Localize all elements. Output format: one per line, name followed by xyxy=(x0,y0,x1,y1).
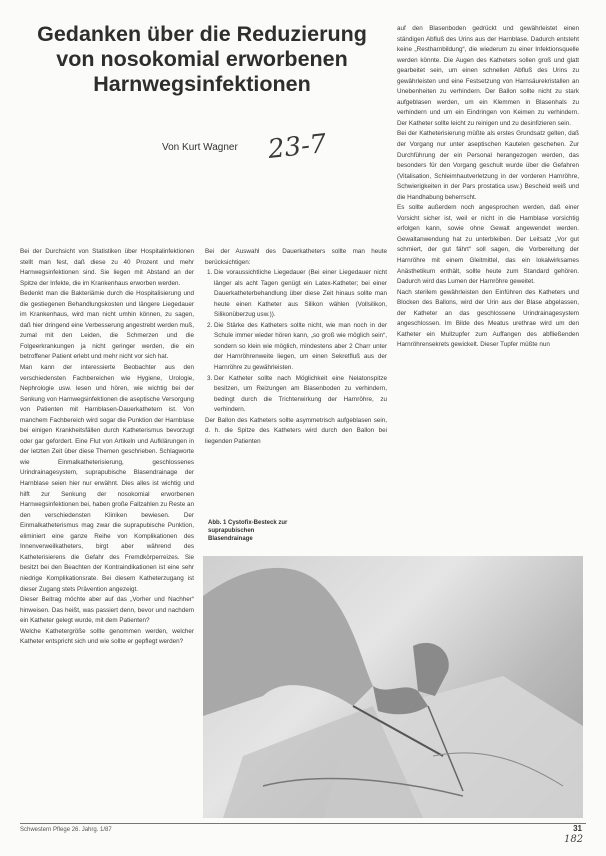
paragraph: Bei der Durchsicht von Statistiken über Hospitalinfektionen stellt man fest, daß diese zu 40 Prozent und mehr Harnwegsinfektionen sind. Sie liegen mit Abstand an der Spitze der Infekte, die im Krankenhaus erworben werden. xyxy=(20,248,194,287)
body-column-3 xyxy=(397,24,579,558)
paragraph: Welche Kathetergröße sollte genommen werden, welcher Katheter entspricht sich und wie sollte er gepflegt werden? xyxy=(20,627,194,646)
body-column-1 xyxy=(20,247,194,817)
paragraph: Dieser Beitrag möchte aber auf das „Vorher und Nachher“ hinweisen. Das heißt, was passiert denn, bevor und nachdem ein Katheter gelegt wurde, mit dem Patienten? xyxy=(20,596,194,625)
paragraph: Bedenkt man die Bakteriämie durch die Hospitalisierung und die gestiegenen Behandlungskosten und längere Liegedauer im Krankenhaus, wird man nicht umhin können, zu sagen, daß hier dringend eine Verbesserung angestrebt werden muß, zumal mit den Leiden, die Schmerzen und die Folgeerkrankungen ja nicht geringer werden, die ein betroffener Patient erlebt und mehr nicht vor sich hat. xyxy=(20,290,194,361)
paragraph: Der Ballon des Katheters sollte asymmetrisch aufgeblasen sein, d. h. die Spitze des Katheters wird durch den Ballon bei liegenden Patienten xyxy=(205,416,387,445)
list-item: 3. Der Katheter sollte nach Möglichkeit eine Nelatonspitze besitzen, um Reizungen am Blasenboden zu verhindern, bedingt durch die Trichterwirkung der Harnröhre, zu verhindern. xyxy=(214,374,387,416)
title-line: Gedanken über die Reduzierung xyxy=(37,22,367,46)
photo-illustration xyxy=(203,556,583,818)
paragraph: auf den Blasenboden gedrückt und gewährleistet einen ständigen Abfluß des Urins aus der Harnblase. Dadurch entsteht keine „Restharnbildung“, die wiederum zu einer Infektionsquelle werden könnte. Die Augen des Katheters sollen groß und glatt gearbeitet sein, um einen schnellen Abfluß des Urins zu gewährleisten und eine Festsetzung von Harnsäurekristallen an Unebenheiten zu verhindern. Der Ballon sollte nicht zu stark aufgeblasen werden, um ein Klemmen in Blasenhals zu verhindern und um ein Eindringen von Keimen zu verhindern. Der Katheter sollte leicht zu reinigen und zu desinfizieren sein. xyxy=(397,25,579,127)
figure-caption: Abb. 1 Cystofix-Besteck zur suprapubischen Blasendrainage xyxy=(208,520,288,542)
journal-reference: Schwestern Pflege 26. Jahrg. 1/87 xyxy=(20,827,112,833)
handwritten-page-note: 182 xyxy=(564,834,584,845)
paragraph: Es sollte außerdem noch angesprochen werden, daß einer Vorsicht sicher ist, weil er nicht in die Harnblase vorsichtig erfolgen kann, sowie ohne Gewalt angewendet werden. Gewaltanwendung hat zu unterbleiben. Der Leitsatz „Vor gut schmiert, der gut fährt“ soll sagen, die Vorbereitung der Harnröhre mit einem Gleitmittel, das ein lokalwirksames Anästhetikum enthält, sollte heute zum Standard gehören. Dadurch wird das Lumen der Harnröhre geweitet. xyxy=(397,204,579,286)
title-line: Harnwegsinfektionen xyxy=(93,72,311,96)
author-line: Von Kurt Wagner xyxy=(162,142,238,153)
paragraph: Bei der Auswahl des Dauerkatheters sollte man heute berücksichtigen: xyxy=(205,248,387,266)
handwritten-annotation: 23-7 xyxy=(266,129,328,165)
body-column-2 xyxy=(205,247,387,491)
page-number: 31 xyxy=(573,824,582,833)
paragraph: Bei der Katheterisierung müßte als erstes Grundsatz gelten, daß der Vorgang nur unter aseptischen Kautelen geschehen. Zur Durchführung der ein Personal herangezogen werden, das besonders für den Vorgang geschult wurde über die Gefahren (Vitalisation, Schleimhautverletzung in der vorderen Harnröhre, Schwierigkeiten in der Pars prostatica usw.) Bescheid weiß und die Handhabung beherrscht. xyxy=(397,130,579,201)
criteria-list xyxy=(205,268,387,416)
paragraph: Man kann der interessierte Beobachter aus den verschiedensten Fachbereichen wie Hygiene, Urologie, Nephrologie usw. lesen und hören, wie wichtig bei der Senkung von Harnwegsinfektionen die aseptische Versorgung von Patienten mit Harnblasen-Dauerkathetern ist. Von manchem Fachbereich wird sogar die Punktion der Harnblase bei einigen Krankheitsfällen durch Katheterismus bevorzugt oder gar gefordert. Eine Flut von Artikeln und Aufklärungen in der letzten Zeit über diese Themen geschrieben. Schlagworte wie Einmalkatheterisierung, geschlossenes Urindrainagesystem, suprapubische Blasendrainage der Harnblase seien hier nur erwähnt. Dies alles ist wichtig und hilft zur Senkung der nosokomial erworbenen Harnwegsinfektionen bei, haben große Fallzahlen zu Reste an den verschiedensten Kliniken bewiesen. Der Einmalkatheterismus mag zwar die suprapubische Punktion, eliminiert eine ganze Reihe von Komplikationen des Innenverweilkatheters, birgt aber während des Katheterisierens die Gefahr des Fremdkörperreizes. Sie besitzt bei den Beachten der Kontraindikationen ist eine sehr niedrige Komplikationsrate. Bei diesem Katheterzugang ist dieser Zugang stets Prävention angezeigt. xyxy=(20,364,194,593)
figure-photo xyxy=(203,556,583,818)
list-item: 1. Die voraussichtliche Liegedauer (Bei einer Liegedauer nicht länger als acht Tagen genügt ein Latex-Katheter; bei einer Dauerkatheterbehandlung über diese Zeit hinaus sollte man heute einen Katheter aus Silikon wählen (Vollsilikon, Silikonüberzug usw.)). xyxy=(214,268,387,321)
list-item: 2. Die Stärke des Katheters sollte nicht, wie man noch in der Schule immer wieder hören kann, „so groß wie möglich sein“, sondern so klein wie möglich, mindestens aber 2 Charr unter der Harnröhrenweite liegen, um einen Sekretfluß aus der Harnröhre zu gewährleisten. xyxy=(214,321,387,374)
article-title xyxy=(22,22,382,97)
paragraph: Nach sterilem gewährleisten den Einführen des Katheters und Blocken des Ballons, wird der Urin aus der Blase abgelassen, der Katheter an das geschlossene Urindrainagesystem angeschlossen. Im Bilde des Meatus urethrae wird um den Katheter ein Mullzupfer zum Auffangen des abfließenden Harnröhrensekrets gewickelt. Dieser Tupfer müßte nun xyxy=(397,288,579,349)
page-footer xyxy=(20,823,586,833)
title-line: von nosokomial erworbenen xyxy=(56,47,348,71)
